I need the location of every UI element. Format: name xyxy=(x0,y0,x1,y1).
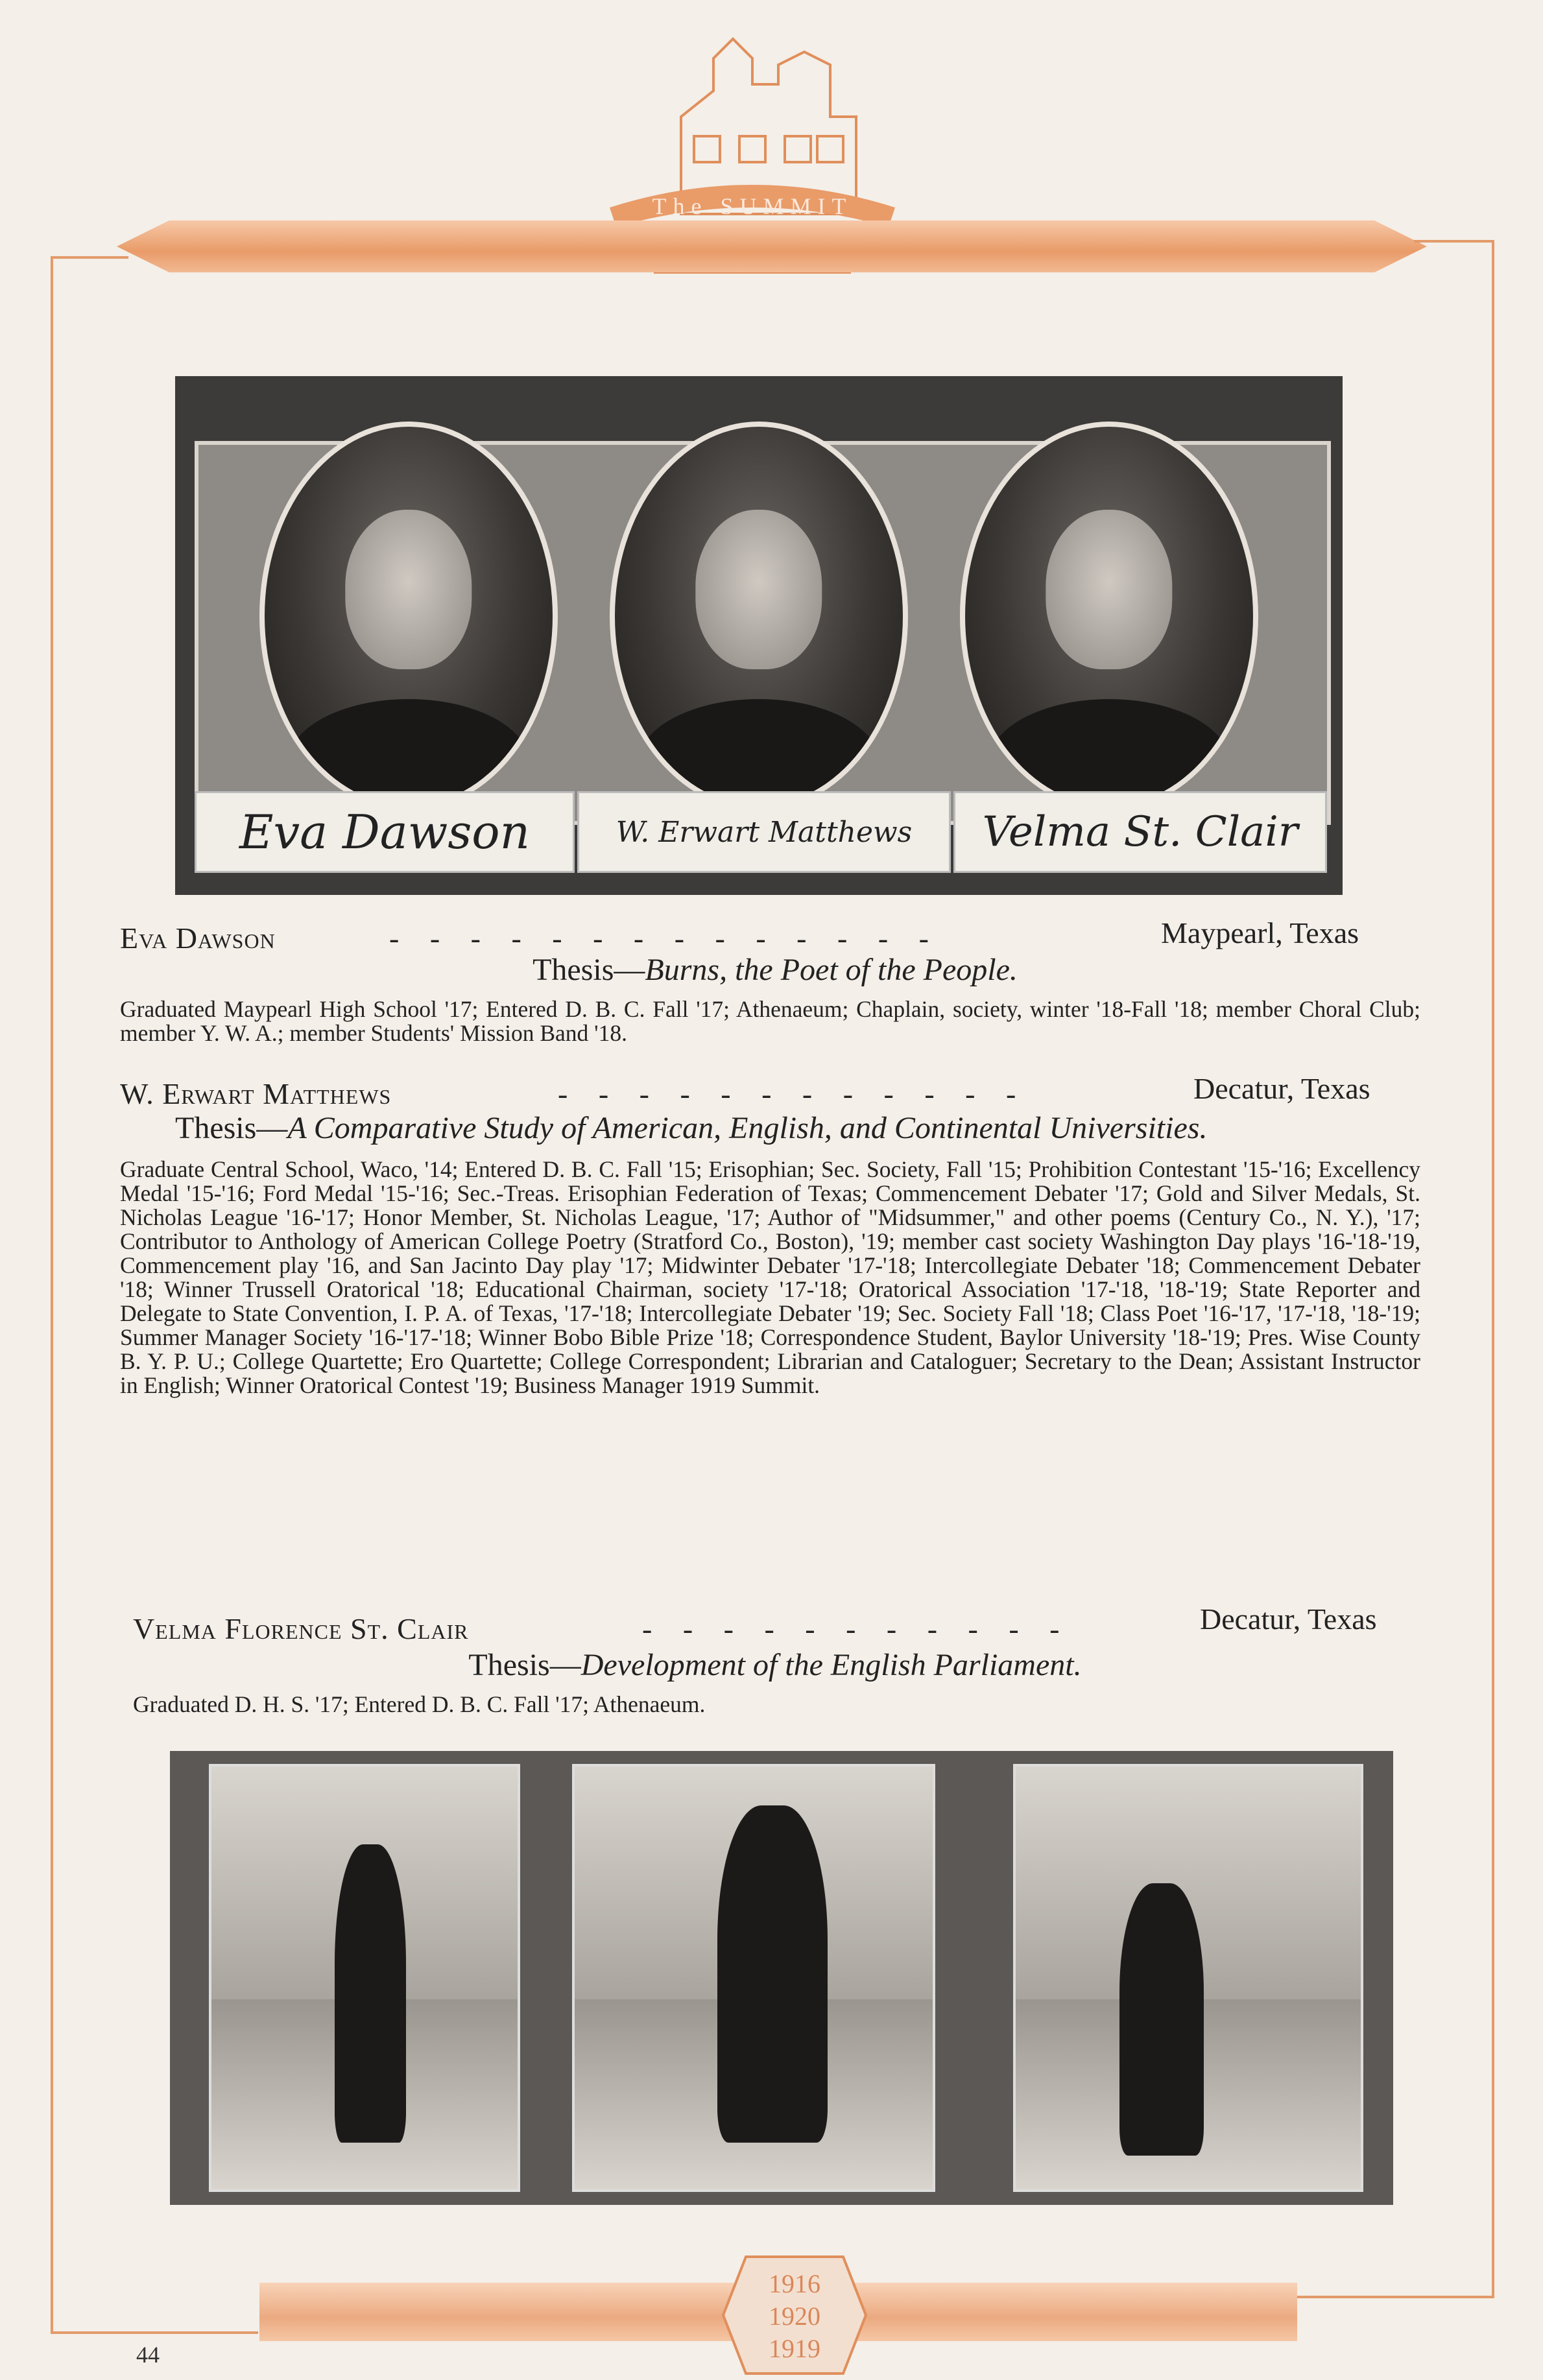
badge-year-1: 1916 xyxy=(769,2269,820,2298)
portrait-eva-dawson xyxy=(259,422,558,811)
thesis-prefix: Thesis— xyxy=(468,1648,581,1682)
frame-bottom-right-rule xyxy=(1297,2296,1494,2298)
page-number: 44 xyxy=(136,2342,160,2368)
frame-top-right-rule xyxy=(1414,240,1494,243)
snapshot-eva-dawson xyxy=(209,1764,520,2192)
portrait-erwart-matthews xyxy=(610,422,908,811)
year-badge xyxy=(720,2250,869,2380)
entry-name-eva-dawson: Eva Dawson xyxy=(120,922,276,955)
leader-dashes: - - - - - - - - - - - xyxy=(642,1612,1071,1645)
signature-erwart-matthews: W. Erwart Matthews xyxy=(577,791,951,873)
hometown-eva-dawson: Maypearl, Texas xyxy=(1161,916,1359,949)
portrait-face xyxy=(345,510,472,669)
frame-right-rule xyxy=(1492,240,1494,2296)
top-banner xyxy=(117,220,1427,272)
frame-top-left-rule xyxy=(51,256,128,259)
portrait-velma-st-clair xyxy=(960,422,1258,811)
portrait-face xyxy=(1046,510,1172,669)
thesis-velma-st-clair xyxy=(120,1647,1430,1683)
portrait-panel xyxy=(175,376,1343,895)
thesis-prefix: Thesis— xyxy=(175,1111,288,1145)
thesis-erwart-matthews xyxy=(175,1110,1388,1146)
thesis-prefix: Thesis— xyxy=(532,953,645,987)
record-erwart-matthews: Graduate Central School, Waco, '14; Entered D. B. C. Fall '15; Erisophian; Sec. Society, Fall '15; Prohibition Contestant '15-'16; Excellency Medal '15-'16; Ford Medal '15-'16; Sec.-Treas. Erisophian Federation of Texas; Commencement Debater '17; Gold and Silver Medals, St. Nicholas League '16-'17; Honor Member, St. Nicholas League, '17; Author of "Midsummer," and other poems (Century Co., N. Y.), '17; Contributor to Anthology of American College Poetry (Stratford Co., Boston), '19; member cast society Washington Day plays '16-'18-'19, Commencement play '16, and San Jacinto Day play '17; Midwinter Debater '17-'18; Intercollegiate Debater '18; Commencement Debater '18; Winner Trussell Oratorical '18; Educational Chairman, society '17-'18; Oratorical Association '17-'18, '18-'19; State Reporter and Delegate to State Convention, I. P. A. of Texas, '17-'18; Intercollegiate Debater '19; Sec. Society Fall '18; Class Poet '16-'17, '17-'18, '18-'19; Summer Manager Society '16-'17-'18; Winner Bobo Bible Prize '18; Correspondence Student, Baylor University '18-'19; Pres. Wise County B. Y. P. U.; College Quartette; Ero Quartette; College Correspondent; Librarian and Cataloguer; Secretary to the Dean; Assistant Instructor in English; Winner Oratorical Contest '19; Business Manager 1919 Summit. xyxy=(120,1156,1420,1398)
photo-figure xyxy=(335,1844,406,2143)
photo-figure xyxy=(717,1805,828,2143)
thesis-title: Burns, the Poet of the People. xyxy=(645,953,1018,987)
signature-velma-st-clair: Velma St. Clair xyxy=(953,791,1327,873)
thesis-title: A Comparative Study of American, English, and Continental Universities. xyxy=(287,1111,1208,1145)
record-velma-st-clair: Graduated D. H. S. '17; Entered D. B. C. Fall '17; Athenaeum. xyxy=(133,1691,706,1717)
frame-left-rule xyxy=(51,256,53,2331)
signature-eva-dawson: Eva Dawson xyxy=(195,791,575,873)
frame-bottom-left-rule xyxy=(51,2331,258,2334)
portrait-face xyxy=(695,510,822,669)
signature-bar xyxy=(195,791,1323,875)
leader-dashes: - - - - - - - - - - - - - - xyxy=(389,922,940,955)
snapshot-strip xyxy=(170,1751,1393,2205)
record-eva-dawson: Graduated Maypearl High School '17; Entered D. B. C. Fall '17; Athenaeum; Chaplain, society, winter '18-Fall '18; member Choral Club; member Y. W. A.; member Students' Mission Band '18. xyxy=(120,996,1420,1046)
banner-title: The SUMMIT xyxy=(652,193,853,219)
entry-name-erwart-matthews: W. Erwart Matthews xyxy=(120,1077,392,1110)
thesis-eva-dawson xyxy=(120,952,1430,988)
leader-dashes: - - - - - - - - - - - - xyxy=(558,1077,1028,1110)
photo-figure xyxy=(1119,1883,1204,2156)
hometown-erwart-matthews: Decatur, Texas xyxy=(1193,1072,1370,1105)
entry-name-velma-st-clair: Velma Florence St. Clair xyxy=(133,1612,469,1645)
snapshot-erwart-matthews xyxy=(572,1764,935,2192)
snapshot-velma-st-clair xyxy=(1013,1764,1363,2192)
hometown-velma-st-clair: Decatur, Texas xyxy=(1200,1602,1377,1636)
badge-year-3: 1919 xyxy=(769,2334,820,2363)
thesis-title: Development of the English Parliament. xyxy=(580,1648,1082,1682)
badge-year-2: 1920 xyxy=(769,2302,820,2331)
